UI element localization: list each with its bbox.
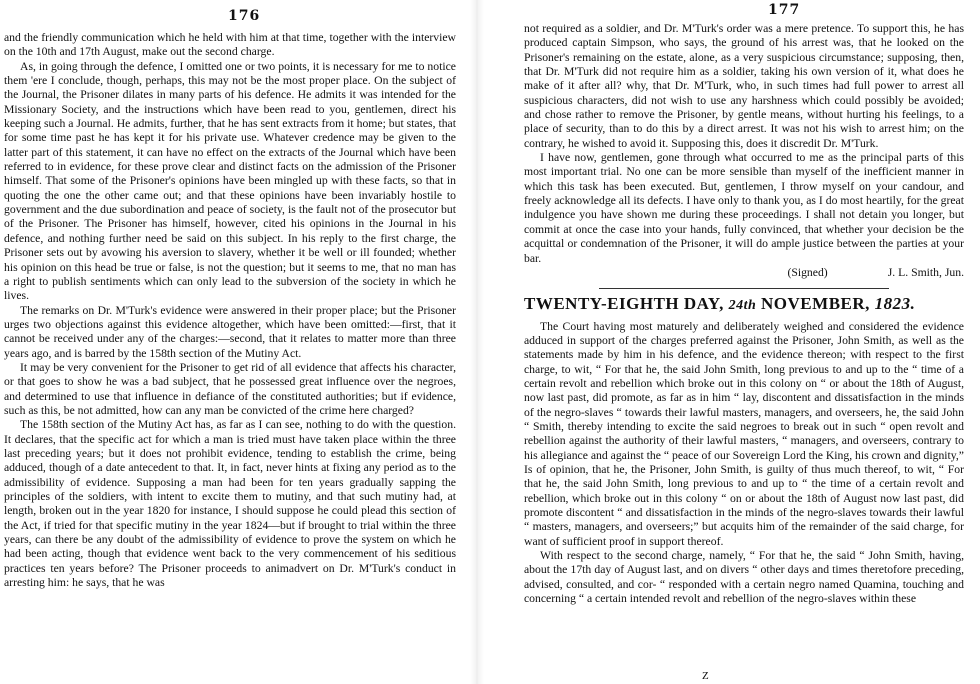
- left-page-text: [4, 31, 456, 590]
- paragraph: As, in going through the defence, I omitted one or two points, it is necessary for me to notice them 'ere I conclude, though, perhaps, this may not be the most proper place. On the subject of the Journal, the Prisoner dilates in many parts of his defence. He admits it was intended for the Missionary Society, and the instructions which have been read to you, gentlemen, direct his keeping such a Journal. He admits, further, that he has sent extracts from it home; but states, that for some time past he has kept it for his private use. Whatever credence may be given to the latter part of this statement, it can have no effect on the extracts of the Journal which have been referred to in evidence, for these prove clear and distinct facts on the admission of the Prisoner himself. That some of the Prisoner's opinions have been mingled up with these facts, so that in quoting the one the other came out; and that these opinions have been invariably hostile to government and the due subordination and peace of society, is the fault not of the prosecutor but of the Prisoner. The Prisoner has himself, however, cited his opinions in the Journal in his defence, and nothing further need be said on this subject. In his reply to the first charge, the Prisoner sets out by avowing his aversion to slavery, whether it be well or ill founded; whether his opinion on this head be true or false, is not the question; but it seems to me, that no man has a right to publish sentiments which can only lead to the subversion of the society in which he lives.: [4, 59, 456, 303]
- left-page: [0, 0, 470, 684]
- section-divider: [599, 288, 889, 289]
- right-page-text: [524, 22, 964, 606]
- page-number-right: 177: [768, 2, 801, 18]
- paragraph: I have now, gentlemen, gone through what occurred to me as the principal parts of this most important trial. No one can be more sensible than myself of the inefficient manner in which this task has been executed. But, gentlemen, I throw myself on your candour, and freely acknowledge all its defects. I have only to thank you, as I do most heartily, for the great indulgence you have shown me during these proceedings. I shall not detain you longer, but commit at once the case into your hands, fully convinced, that whether your decision be the acquittal or condemnation of the Prisoner, it will do ample justice between the parties at your bar.: [524, 151, 964, 265]
- signature-line: [524, 266, 964, 280]
- paragraph: The Court having most maturely and deliberately weighed and considered the evidence adduced in support of the charges preferred against the Prisoner, John Smith, as well as the statements made by him in his defence, and the evidence thereon; with respect to the first charge, to wit, “ For that he, the said John Smith, long previous to and up to the “ time of a certain revolt and rebellion which broke out in this colony on “ or about the 18th of August, now last past, did promote, as far as in him “ lay, discontent and dissatisfaction in the minds of the negro-slaves “ towards their lawful masters, managers, and overseers, he, the said John “ Smith, thereby intending to excite the said negroes to break out in such “ open revolt and rebellion against the authority of their lawful masters, “ managers, and overseers, contrary to his allegiance and against the “ peace of our Sovereign Lord the King, his crown and dignity,” Is of opinion, that he, the Prisoner, John Smith, is guilty of thus much thereof, to wit, “ For that he, the said John Smith, long previous to and up to “ the time of a certain revolt and rebellion, which broke out in this colony “ on or about the 18th of August now last past, did promote discontent “ and dissatisfaction in the minds of the negro-slaves towards their lawful “ masters, managers, and overseers;” but acquits him of the remainder of the said charge, for want of sufficient proof in support thereof.: [524, 319, 964, 548]
- paragraph: not required as a soldier, and Dr. M'Turk's order was a mere pretence. To support this, he has produced captain Simpson, who says, the ground of his arrest was, that he looked on the Prisoner's remaining on the estate, alone, as a very suspicious circumstance; supposing, then, that Dr. M'Turk did not require him as a soldier, taking his own version of it, what does he make of it after all? why, that Dr. M'Turk, who, in such times had full power to arrest all suspicious characters, did not wish to use any harshness which could possibly be avoided; and chose rather to remove the Prisoner, by gentle means, without hurting his feelings, to a place of security, than to do this by a direct arrest. It was not his wish to arrest him; on the contrary, he wished to avoid it. Supposing this, does it discredit Dr. M'Turk.: [524, 22, 964, 150]
- catchword: Z: [702, 670, 709, 682]
- paragraph: The remarks on Dr. M'Turk's evidence were answered in their proper place; but the Prisoner urges two objections against this evidence altogether, which have been omitted:—first, that it cannot be received under any of the charges:—second, that it relates to matter more than three years ago, and is barred by the 158th section of the Mutiny Act.: [4, 303, 456, 360]
- right-page: [484, 0, 980, 684]
- paragraph: It may be very convenient for the Prisoner to get rid of all evidence that affects his character, or that goes to show he was a bad subject, that he possessed great influence over the negroes, and determined to use that influence in defiance of the constituted authorities; but if evidence, such as this, be not admitted, how can any man be convicted of the crime here charged?: [4, 360, 456, 417]
- page-number-left: 176: [228, 8, 261, 24]
- section-heading: [524, 294, 964, 314]
- signature: J. L. Smith, Jun.: [887, 265, 964, 279]
- heading-day: 24th: [728, 298, 757, 314]
- paragraph: The 158th section of the Mutiny Act has, as far as I can see, nothing to do with the question. It declares, that the specific act for which a man is tried must have taken place within the three last preceding years; but it does not prohibit evidence, tending to establish the crime, being adduced, though of a date antecedent to that. It, in fact, never hints at fixing any period as to the admissibility of evidence. Supposing a man had been for ten years gradually sapping the principles of the soldiers, with intent to excite them to mutiny, and that such mutiny had, at length, broken out in the year 1820 for instance, I should suppose he could plead this section of the Act, if tried for that specific mutiny in the year 1824—but if brought to trial within the three years, can there be any doubt of the admissibility of evidence to prove the system on which he had been acting, though that evidence went back to the very commencement of his seditious practices ten years before? The Prisoner proceeds to animadvert on Dr. M'Turk's conduct in arresting him: he says, that he was: [4, 418, 456, 590]
- signed-label: (Signed): [787, 265, 828, 279]
- heading-year: 1823.: [874, 294, 916, 314]
- paragraph: and the friendly communication which he held with him at that time, together with the interview on the 10th and 17th August, make out the second charge.: [4, 31, 456, 59]
- heading-month: NOVEMBER,: [761, 294, 870, 314]
- paragraph: With respect to the second charge, namely, “ For that he, the said “ John Smith, having, about the 17th day of August last, and on divers “ other days and times theretofore preceding, advised, consulted, and cor- “ responded with a certain negro named Quamina, touching and concerning “ a certain intended revolt and rebellion of the negro-slaves within these: [524, 549, 964, 606]
- heading-title: TWENTY-EIGHTH DAY,: [524, 294, 724, 314]
- book-gutter: [470, 0, 484, 684]
